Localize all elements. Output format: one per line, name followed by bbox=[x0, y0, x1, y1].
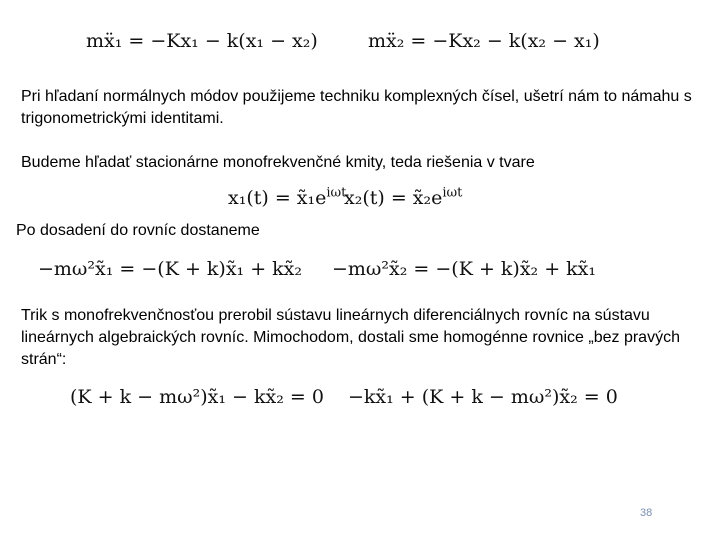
equation-substituted-2 bbox=[332, 258, 596, 280]
page-number: 38 bbox=[640, 507, 653, 519]
equation-ansatz-1 bbox=[228, 186, 346, 209]
exponent: iωt bbox=[326, 186, 347, 201]
equation-motion-1 bbox=[86, 30, 318, 52]
equation-text: −mω²x̃₁ = −(K + k)x̃₁ + kx̃₂ bbox=[38, 258, 303, 280]
equation-text: −mω²x̃₂ = −(K + k)x̃₂ + kx̃₁ bbox=[332, 258, 597, 280]
paragraph-stationary-oscillations: Budeme hľadať stacionárne monofrekvenčné kmity, teda riešenia v tvare bbox=[21, 154, 535, 171]
equation-text: $x_2(t) = x̃_2e^{i\omega t}$ bbox=[344, 186, 463, 210]
equation-homogeneous-1 bbox=[70, 386, 324, 408]
equation-ansatz-2 bbox=[344, 186, 462, 209]
paragraph-homogeneous-system: Trik s monofrekvenčnosťou prerobil sústavu lineárnych diferenciálnych rovníc na sústavu lineárnych algebraických rovníc. Mimochodom, dostali sme homogénne rovnice „bez pravých strán“: bbox=[21, 307, 680, 368]
exponent: iωt bbox=[442, 186, 463, 201]
equation-text: −kx̃₁ + (K + k − mω²)x̃₂ = 0 bbox=[348, 386, 618, 408]
equation-homogeneous-2 bbox=[348, 386, 618, 408]
paragraph-normal-modes: Pri hľadaní normálnych módov použijeme techniku komplexných čísel, ušetrí nám to námahu s trigonometrickými identitami. bbox=[21, 88, 692, 127]
equation-text: mẍ₁ = −Kx₁ − k(x₁ − x₂) bbox=[86, 30, 318, 52]
paragraph-substitution: Po dosadení do rovníc dostaneme bbox=[16, 222, 260, 239]
equation-motion-2 bbox=[368, 30, 600, 52]
equation-text: $x_1(t) = x̃_1e^{i\omega t}$ bbox=[228, 186, 347, 210]
equation-text: (K + k − mω²)x̃₁ − kx̃₂ = 0 bbox=[70, 386, 324, 408]
equation-substituted-1 bbox=[38, 258, 302, 280]
equation-text: mẍ₂ = −Kx₂ − k(x₂ − x₁) bbox=[368, 30, 600, 52]
